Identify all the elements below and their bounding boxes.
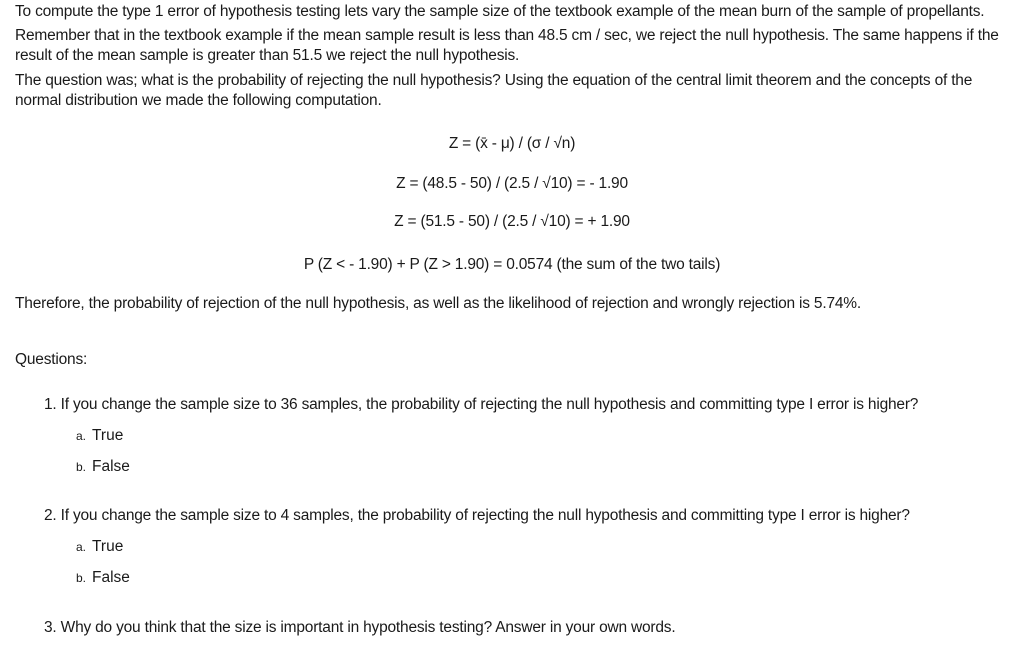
intro-question: The question was; what is the probability of rejecting the null hypothesis? Using the equation of the central limit theorem and the concepts of the normal distribution we made the following computation. bbox=[15, 72, 973, 109]
option-letter: a. bbox=[76, 540, 87, 554]
option-letter: a. bbox=[76, 429, 87, 443]
question-1: 1. If you change the sample size to 36 samples, the probability of rejecting the null hypothesis and committing type I error is higher? bbox=[44, 396, 919, 413]
option-letter: b. bbox=[76, 460, 87, 474]
equation-formula: Z = (x̄ - μ) / (σ / √n) bbox=[448, 135, 576, 152]
question-1-option-b[interactable] bbox=[76, 457, 130, 477]
option-label: True bbox=[92, 538, 124, 555]
option-letter: b. bbox=[76, 571, 87, 585]
intro-line-1: To compute the type 1 error of hypothesis testing lets vary the sample size of the textbook example of the mean burn of the sample of propellants. bbox=[15, 3, 985, 20]
option-label: True bbox=[92, 427, 124, 444]
questions-heading: Questions: bbox=[15, 351, 88, 368]
question-1-option-a[interactable] bbox=[76, 426, 123, 446]
equation-probability: P (Z < - 1.90) + P (Z > 1.90) = 0.0574 (the sum of the two tails) bbox=[303, 256, 721, 273]
question-3: 3. Why do you think that the size is important in hypothesis testing? Answer in your own words. bbox=[44, 619, 676, 636]
intro-remember: Remember that in the textbook example if the mean sample result is less than 48.5 cm / sec, we reject the null hypothesis. The same happens if the result of the mean sample is greater than 51.5 we reject the null hypothesis. bbox=[15, 27, 999, 64]
option-label: False bbox=[92, 569, 130, 586]
conclusion: Therefore, the probability of rejection of the null hypothesis, as well as the likelihood of rejection and wrongly rejection is 5.74%. bbox=[15, 295, 861, 312]
question-2-option-a[interactable] bbox=[76, 537, 123, 557]
question-2: 2. If you change the sample size to 4 samples, the probability of rejecting the null hypothesis and committing type I error is higher? bbox=[44, 507, 910, 524]
option-label: False bbox=[92, 458, 130, 475]
equation-upper: Z = (51.5 - 50) / (2.5 / √10) = + 1.90 bbox=[394, 213, 630, 230]
equation-lower: Z = (48.5 - 50) / (2.5 / √10) = - 1.90 bbox=[396, 175, 628, 192]
question-2-option-b[interactable] bbox=[76, 568, 130, 588]
